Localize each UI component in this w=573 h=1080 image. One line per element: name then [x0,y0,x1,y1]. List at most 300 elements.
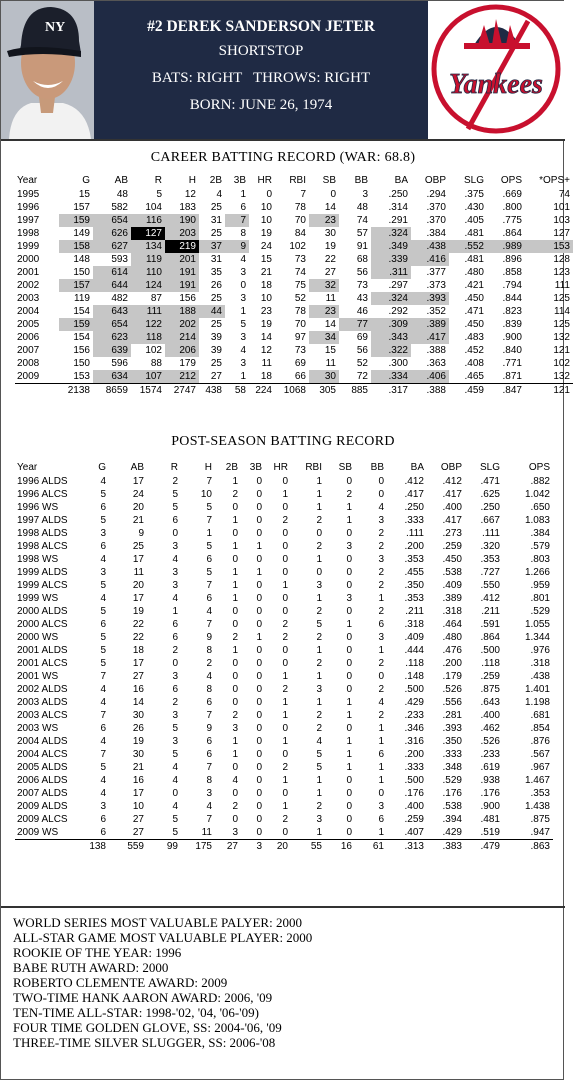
stat-cell: 34 [309,331,339,344]
stat-cell: .871 [502,371,522,382]
stat-cell: .471 [464,306,484,317]
stat-cell: .450 [464,293,484,304]
stat-cell: 0 [282,554,288,565]
stat-cell: 5 [100,762,106,773]
stat-cell: 25 [210,358,222,369]
stat-cell: 190 [165,214,199,227]
stat-cell: 2 [232,489,238,500]
stat-cell: 0 [282,567,288,578]
stat-cell: .211 [481,606,500,617]
stat-cell: .388 [426,345,446,356]
stat-cell: 2 [378,580,384,591]
stat-cell: 9 [138,528,144,539]
stat-cell: 102 [289,241,306,252]
stat-cell: 11 [201,827,212,838]
stat-cell: 0 [256,619,262,630]
stat-cell: .292 [388,306,408,317]
table-row [15,370,573,384]
stat-cell: 16 [325,840,355,854]
stat-cell: .438 [530,671,550,682]
year-cell: 2004 [17,306,40,317]
stat-cell: 2138 [59,384,93,398]
stat-cell: 24 [132,489,144,500]
stat-cell: 5 [100,580,106,591]
year-cell: 2007 [17,345,40,356]
stat-cell: 1 [240,371,246,382]
year-cell: 2001 WS [17,671,59,682]
stat-cell: 119 [131,253,165,266]
stat-cell: 103 [553,215,570,226]
stat-cell: 5 [100,658,106,669]
stat-cell: 27 [324,267,336,278]
stat-cell: 77 [339,318,371,331]
award-item: THREE-TIME SILVER SLUGGER, SS: 2006-'08 [13,1035,276,1050]
stat-cell: 1 [316,788,322,799]
stat-cell: 1 [316,775,322,786]
stat-cell: 1 [316,489,322,500]
stat-cell: .464 [442,619,462,630]
stat-cell: 4 [206,606,212,617]
stat-cell: .444 [404,645,424,656]
stat-cell: 0 [330,189,336,200]
stat-cell: 2 [232,801,238,812]
stat-cell: 0 [282,541,288,552]
stat-cell: 654 [93,214,131,227]
stat-cell: 0 [346,827,352,838]
stat-cell: 16 [132,684,144,695]
stat-cell: AB [130,461,144,473]
table-row [15,488,553,501]
stat-cell: .352 [426,306,446,317]
stat-cell: 14 [324,202,336,213]
table-row [15,670,553,683]
stat-cell: 2 [282,619,288,630]
stat-cell: 0 [256,502,262,513]
stat-cell: 0 [346,658,352,669]
stat-cell: 0 [232,554,238,565]
stat-cell: .393 [411,292,449,305]
stat-cell: 2 [316,632,322,643]
stat-cell: 104 [145,202,162,213]
stat-cell: 1 [206,528,212,539]
stat-cell: 1 [232,515,238,526]
stat-cell: .619 [480,762,500,773]
stat-cell: 25 [210,202,222,213]
stat-cell: 107 [131,370,165,384]
stat-cell: 74 [356,215,368,226]
stat-cell: 4 [100,684,106,695]
table-row [15,748,553,761]
stat-cell: 15 [260,254,272,265]
stat-cell: 1 [316,593,322,604]
stat-cell: .727 [480,567,500,578]
stat-cell: 157 [73,202,90,213]
award-item: BABE RUTH AWARD: 2000 [13,960,169,975]
stat-cell: 31 [210,254,222,265]
stat-cell: .643 [480,697,500,708]
stat-cell: 16 [132,775,144,786]
stat-cell: SLG [479,461,500,473]
stat-cell: 0 [346,814,352,825]
stat-cell: .343 [371,331,411,344]
stat-cell: .313 [387,840,427,854]
stat-cell: 3 [316,814,322,825]
year-cell: Year [17,174,38,186]
stat-cell: 44 [199,305,225,318]
stat-cell: 6 [378,619,384,630]
stat-cell: .349 [371,240,411,253]
stat-cell: .847 [487,384,525,398]
stat-cell: 1 [346,762,352,773]
stat-cell: .875 [480,684,500,695]
table-row [15,683,553,696]
stat-cell: .409 [404,632,424,643]
stat-cell: 203 [165,227,199,240]
stat-cell: 0 [256,515,262,526]
stat-cell: 20 [265,840,291,854]
stat-cell: 3 [240,358,246,369]
stat-cell: .775 [502,215,522,226]
stat-cell: .406 [411,370,449,384]
stat-cell: 0 [346,528,352,539]
stat-cell: 0 [282,723,288,734]
stat-cell: .876 [530,736,550,747]
stat-cell: .353 [404,593,424,604]
stat-cell: .844 [502,293,522,304]
stat-cell: 7 [206,814,212,825]
stat-cell: 3 [316,684,322,695]
stat-cell: 148 [73,254,90,265]
logo-wordmark: Yankees [449,69,543,100]
stat-cell: 21 [260,267,272,278]
year-cell: 1996 ALDS [17,476,68,487]
stat-cell: 1 [316,502,322,513]
stat-cell: 191 [165,279,199,292]
stat-cell: .989 [487,240,525,253]
stat-cell: 39 [210,332,222,343]
stat-cell: 4 [216,189,222,200]
stat-cell: 1 [240,306,246,317]
award-item: TWO-TIME HANK AARON AWARD: 2006, '09 [13,990,273,1005]
stat-cell: 6 [172,619,178,630]
stat-cell: 2 [172,476,178,487]
stat-cell: 4 [172,593,178,604]
stat-cell: .297 [388,280,408,291]
table-row [15,188,573,201]
stat-cell: 1 [232,593,238,604]
stat-cell: 2 [232,710,238,721]
table-row [15,279,573,292]
stat-cell: 19 [132,606,144,617]
table-row [15,214,573,227]
stat-cell: 2 [316,801,322,812]
stat-cell: 1 [316,827,322,838]
stat-cell: 5 [100,515,106,526]
stat-cell: .481 [480,814,500,825]
stat-cell: .801 [530,593,550,604]
stat-cell: 78 [294,306,306,317]
stat-cell: 23 [260,306,272,317]
stat-cell: 1 [346,502,352,513]
stat-cell: 84 [294,228,306,239]
stat-cell: 55 [291,840,325,854]
stat-cell: 20 [132,502,144,513]
stat-cell: 0 [316,567,322,578]
stat-cell: 2 [316,658,322,669]
stat-cell: 1 [378,736,384,747]
stat-cell: .438 [411,240,449,253]
stat-cell: .429 [442,827,462,838]
player-photo [1,1,94,139]
career-title: CAREER BATTING RECORD (WAR: 68.8) [150,150,416,165]
stat-cell: 4 [378,502,384,513]
stat-cell: .450 [442,554,462,565]
table-row [15,227,573,240]
stat-cell: .400 [480,710,500,721]
stat-cell: 1 [256,632,262,643]
stat-cell: .318 [404,619,424,630]
stat-cell: 482 [111,293,128,304]
stat-cell: 6 [100,723,106,734]
bats-throws: BATS: RIGHT THROWS: RIGHT [151,70,371,86]
stat-cell: .370 [426,202,446,213]
stat-cell: 22 [132,632,144,643]
stat-cell: 1 [232,736,238,747]
stat-cell: 7 [206,515,212,526]
stat-cell: 4 [316,736,322,747]
stat-cell: .333 [404,762,424,773]
stat-cell: .481 [464,228,484,239]
table-row [15,240,573,253]
stat-cell: 4 [378,697,384,708]
stat-cell: 0 [256,788,262,799]
stat-cell: 1.344 [524,632,550,643]
stat-cell: .479 [465,840,503,854]
stat-cell: 0 [256,723,262,734]
stat-cell: .476 [442,645,462,656]
stat-cell: 1 [378,593,384,604]
stat-cell: 27 [132,814,144,825]
stat-cell: 4 [206,801,212,812]
stat-cell: 0 [282,827,288,838]
stat-cell: .400 [404,801,424,812]
stat-cell: .840 [502,345,522,356]
stat-cell: 5 [172,814,178,825]
stat-cell: 0 [256,801,262,812]
postseason-batting-table [15,459,553,853]
stat-cell: 116 [131,214,165,227]
stat-cell: .483 [464,332,484,343]
stat-cell: .389 [411,318,449,331]
totals-row [15,840,553,854]
year-cell: 1999 WS [17,593,59,604]
stat-cell: .667 [480,515,500,526]
stat-cell: 3 [100,567,106,578]
stat-cell: 4 [232,775,238,786]
stat-cell: 153 [525,240,573,253]
stat-cell: .233 [480,749,500,760]
stat-cell: 149 [73,228,90,239]
table-row [15,540,553,553]
stat-cell: .967 [530,762,550,773]
year-cell: 2007 ALDS [17,788,68,799]
stat-cell: 21 [132,515,144,526]
stat-cell: .480 [442,632,462,643]
stat-cell: 0 [346,775,352,786]
stat-cell: .839 [502,319,522,330]
year-cell: 2006 ALDS [17,775,68,786]
stat-cell: 127 [131,227,165,240]
stat-cell: .384 [530,528,550,539]
stat-cell: 6 [100,502,106,513]
stat-cell: OBP [424,174,446,186]
stat-cell: .480 [464,267,484,278]
stat-cell: 0 [256,645,262,656]
stat-cell: .405 [464,215,484,226]
stat-cell: 1 [256,567,262,578]
table-row [15,527,553,540]
stat-cell: .388 [411,384,449,398]
stat-cell: 0 [172,788,178,799]
stat-cell: HR [273,461,288,473]
year-cell: 2005 ALDS [17,762,68,773]
stat-cell: 0 [256,762,262,773]
stat-cell: 9 [225,240,249,253]
stat-cell: 5 [100,632,106,643]
table-row [15,331,573,344]
stat-cell: 3B [233,174,246,186]
stat-cell: .259 [480,671,500,682]
stat-cell: .529 [530,606,550,617]
stat-cell: .500 [404,775,424,786]
stat-cell: 0 [282,788,288,799]
stat-cell: 0 [378,788,384,799]
table-row [15,253,573,266]
stat-cell: 2 [378,567,384,578]
stat-cell: 6 [172,684,178,695]
year-cell: 2000 [17,254,40,265]
stat-cell: 3 [346,541,352,552]
year-cell: 2009 WS [17,827,59,838]
stat-cell: 643 [93,305,131,318]
stat-cell: 35 [210,267,222,278]
stat-cell: 1574 [131,384,165,398]
year-cell [15,384,59,398]
stat-cell: 27 [210,371,222,382]
stat-cell: 3 [172,736,178,747]
stat-cell: .417 [442,515,462,526]
stat-cell: .317 [371,384,411,398]
stat-cell: .800 [502,202,522,213]
stat-cell: 305 [309,384,339,398]
stat-cell: 121 [553,345,570,356]
table-row [15,800,553,813]
stat-cell: .300 [388,358,408,369]
stat-cell: .324 [371,292,411,305]
year-cell [15,840,75,854]
stat-cell: 188 [165,305,199,318]
table-row [15,696,553,709]
stat-cell: HR [257,174,272,186]
stat-cell: 56 [356,345,368,356]
stat-cell: .309 [371,318,411,331]
stat-cell: 102 [553,358,570,369]
player-info-panel [94,1,428,139]
stat-cell: .389 [442,593,462,604]
stat-cell: 582 [111,202,128,213]
stat-cell: 5 [206,567,212,578]
stat-cell: .526 [442,684,462,695]
stat-cell: 219 [165,240,199,253]
stat-cell: 1 [232,645,238,656]
stat-cell: .233 [404,710,424,721]
stat-cell: 627 [93,240,131,253]
stat-cell: 58 [225,384,249,398]
stat-cell: 37 [199,240,225,253]
year-cell: 1999 ALCS [17,580,68,591]
stat-cell: 0 [256,710,262,721]
stat-cell: .412 [404,476,424,487]
year-cell: 2000 WS [17,632,59,643]
stat-cell: .875 [530,814,550,825]
table-row [15,813,553,826]
year-cell: 2005 [17,319,40,330]
stat-cell: 3 [100,801,106,812]
table-row [15,774,553,787]
stat-cell: 78 [294,202,306,213]
stat-cell: 4 [172,801,178,812]
stat-cell: 74 [558,189,570,200]
stat-cell: 3 [240,332,246,343]
year-cell: 2008 [17,358,40,369]
stat-cell: 0 [346,580,352,591]
stat-cell: 3 [362,189,368,200]
stat-cell: 626 [93,227,131,240]
stat-cell: 1 [346,697,352,708]
year-cell: 2006 [17,332,40,343]
stat-cell: 4 [240,254,246,265]
year-cell: 2004 ALCS [17,749,68,760]
stat-cell: 0 [232,762,238,773]
stat-cell: 1 [346,749,352,760]
stat-cell: 2 [232,632,238,643]
stat-cell: .259 [404,814,424,825]
yankees-logo [428,1,565,139]
stat-cell: 593 [111,254,128,265]
stat-cell: 17 [132,554,144,565]
stat-cell: 4 [172,554,178,565]
stat-cell: 22 [324,254,336,265]
stat-cell: 0 [232,528,238,539]
stat-cell: 5 [240,319,246,330]
stat-cell: 21 [132,762,144,773]
stat-cell: .896 [502,254,522,265]
stat-cell: 10 [260,202,272,213]
stat-cell: 6 [206,593,212,604]
stat-cell: .393 [442,723,462,734]
stat-cell: 73 [294,254,306,265]
stat-cell: 7 [225,214,249,227]
stat-cell: 0 [172,528,178,539]
stat-cell: .976 [530,645,550,656]
stat-cell: 644 [93,279,131,292]
stat-cell: .211 [405,606,424,617]
stat-cell: .794 [502,280,522,291]
stat-cell: .294 [426,189,446,200]
stat-cell: 1 [282,580,288,591]
stat-cell: 30 [324,228,336,239]
stat-cell: .854 [530,723,550,734]
